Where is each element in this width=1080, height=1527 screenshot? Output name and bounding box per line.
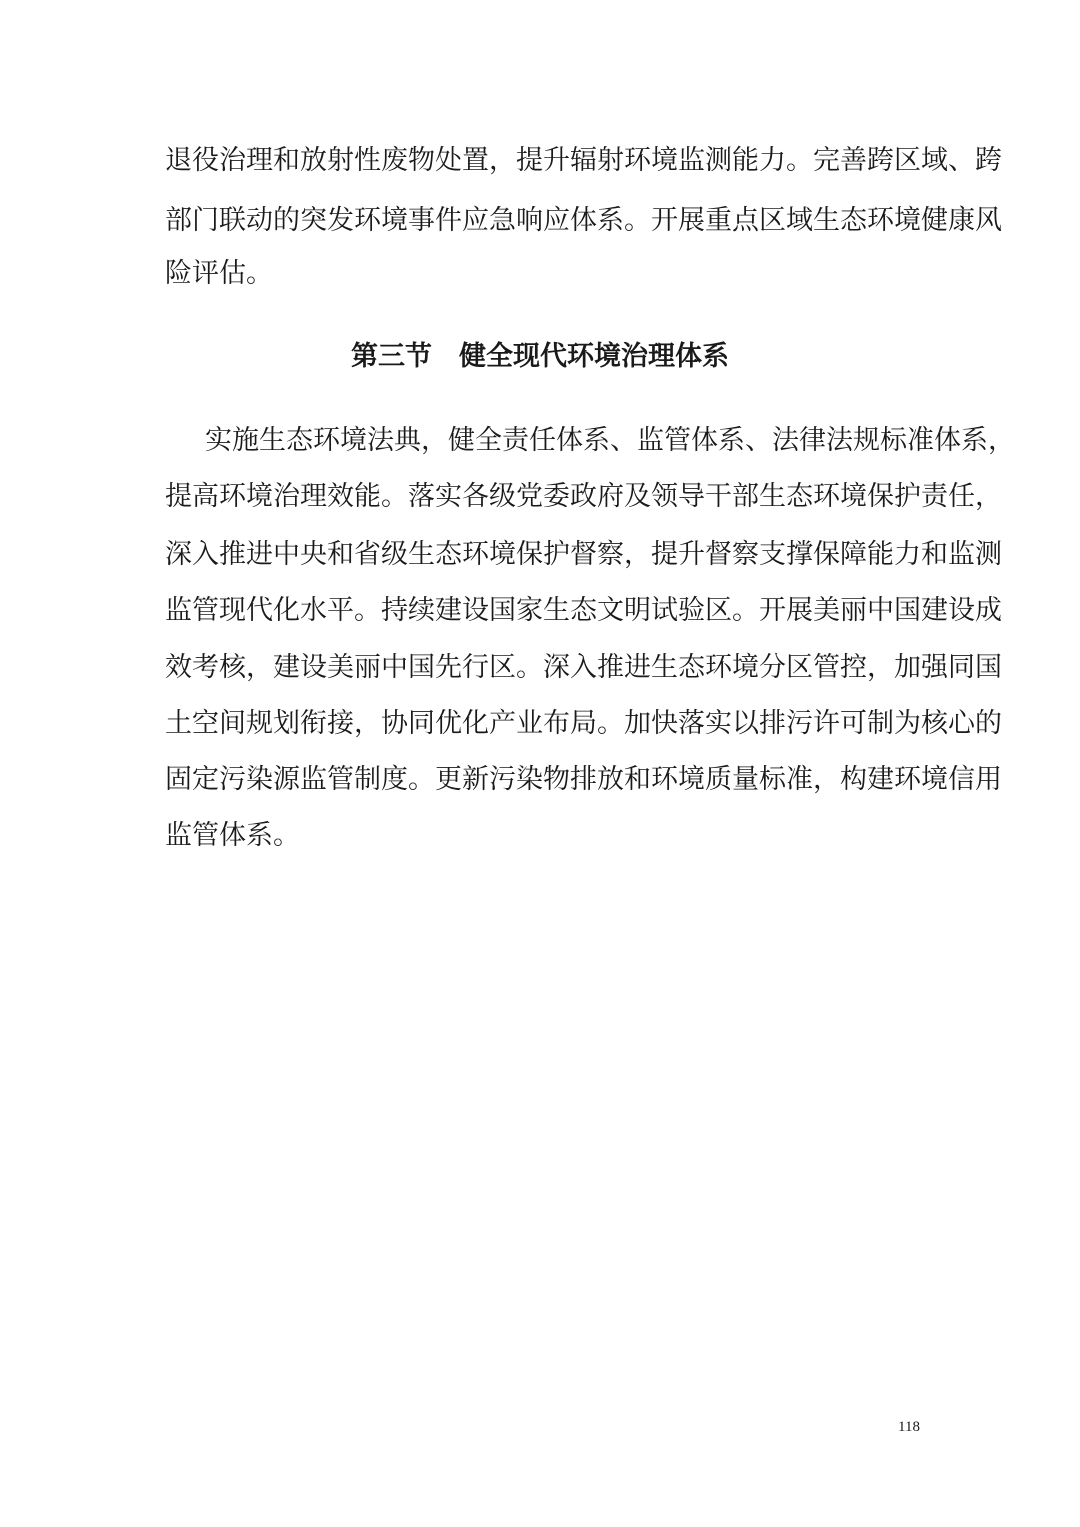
paragraph-2-line-1: 实施生态环境法典，健全责任体系、监管体系、法律法规标准体系， [205, 425, 1015, 456]
paragraph-1-line-1: 退役治理和放射性废物处置，提升辐射环境监测能力。完善跨区域、跨 [165, 145, 1002, 176]
paragraph-2-line-4: 监管现代化水平。持续建设国家生态文明试验区。开展美丽中国建设成 [165, 595, 1002, 626]
paragraph-2-line-3: 深入推进中央和省级生态环境保护督察，提升督察支撑保障能力和监测 [165, 539, 1002, 570]
paragraph-1-line-2: 部门联动的突发环境事件应急响应体系。开展重点区域生态环境健康风 [165, 205, 1002, 236]
paragraph-2-line-6: 土空间规划衔接，协同优化产业布局。加快落实以排污许可制为核心的 [165, 708, 1002, 739]
page-number: 118 [898, 1419, 920, 1435]
paragraph-2-line-2: 提高环境治理效能。落实各级党委政府及领导干部生态环境保护责任， [165, 481, 1002, 512]
section-heading: 第三节 健全现代环境治理体系 [351, 341, 729, 372]
paragraph-2-line-7: 固定污染源监管制度。更新污染物排放和环境质量标准，构建环境信用 [165, 764, 1002, 795]
paragraph-1-line-3: 险评估。 [165, 258, 273, 289]
paragraph-2-line-8: 监管体系。 [165, 820, 300, 851]
paragraph-2-line-5: 效考核，建设美丽中国先行区。深入推进生态环境分区管控，加强同国 [165, 652, 1002, 683]
